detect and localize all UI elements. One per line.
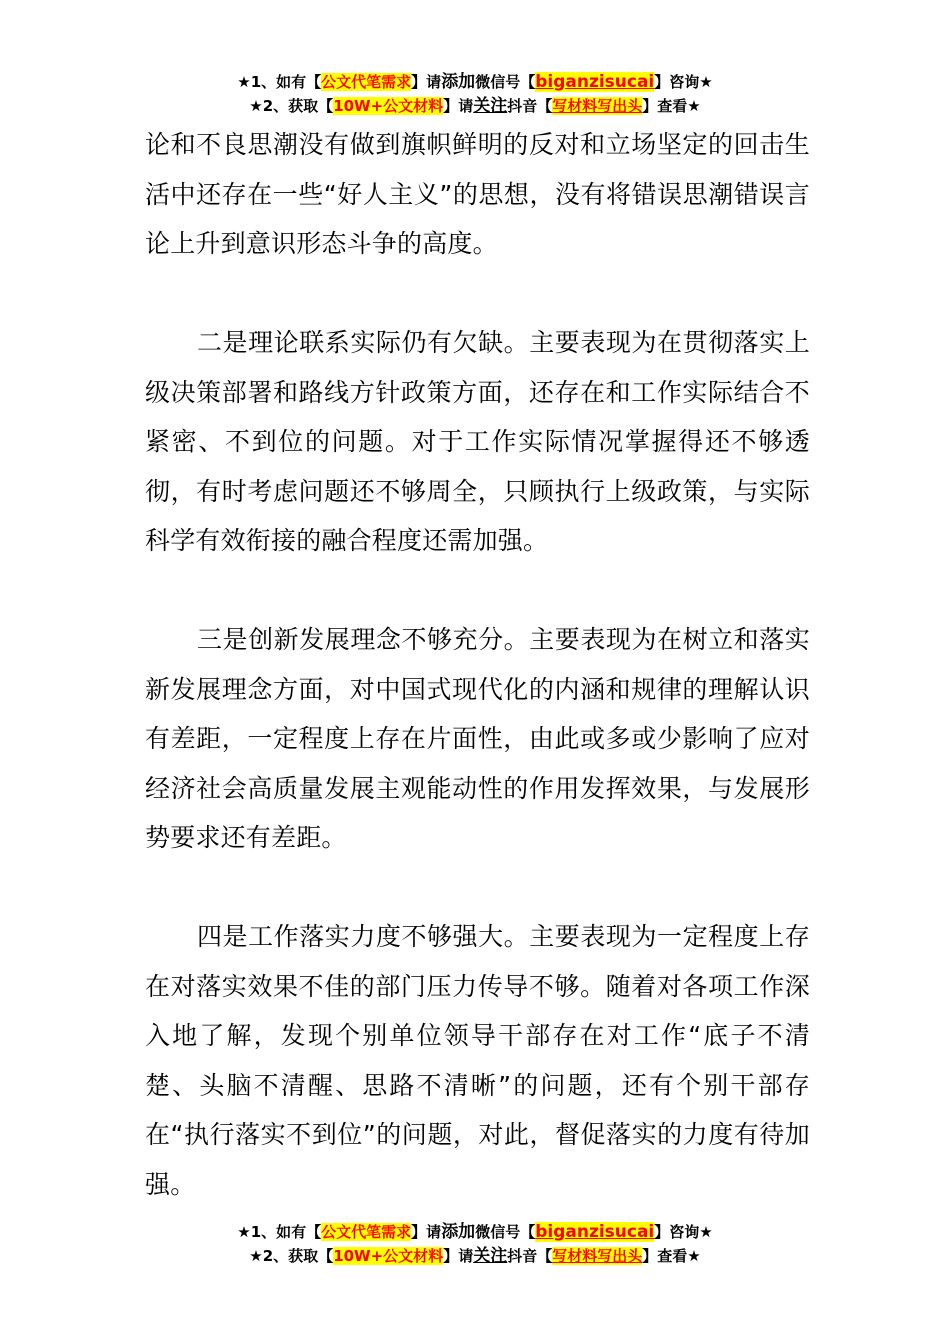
paragraph-gap: [145, 863, 810, 913]
banner-text: 】咨询: [654, 73, 700, 91]
highlight-douyin: 写材料写出头: [552, 1247, 643, 1265]
banner-text: 抖音【: [507, 1247, 553, 1265]
banner-emphasis: 关注: [473, 96, 508, 116]
banner-text: 1、如有【: [250, 73, 322, 91]
banner-text: 】请: [443, 1247, 474, 1265]
banner-text: 】请: [411, 73, 442, 91]
paragraph-theory-practice: 二是理论联系实际仍有欠缺。主要表现为在贯彻落实上级决策部署和路线方针政策方面，还存在和工作实际结合不紧密、不到位的问题。对于工作实际情况掌握得还不够透彻，有时考虑问题还不够周全，只顾执行上级政策，与实际科学有效衔接的融合程度还需加强。: [145, 328, 810, 555]
paragraph-gap: [145, 566, 810, 616]
banner-line-2: [0, 1244, 950, 1268]
star-icon: ★: [687, 1247, 701, 1265]
star-icon: ★: [249, 97, 263, 115]
banner-text: 】查看: [642, 97, 688, 115]
document-body: [145, 120, 810, 1209]
paragraph-continuation: 论和不良思潮没有做到旗帜鲜明的反对和立场坚定的回击生活中还存在一些“好人主义”的思想，没有将错误思潮错误言论上升到意识形态斗争的高度。: [145, 130, 810, 258]
banner-emphasis: 添加: [441, 1222, 476, 1242]
star-icon: ★: [237, 73, 251, 91]
paragraph-innovation: 三是创新发展理念不够充分。主要表现为在树立和落实新发展理念方面，对中国式现代化的内涵和规律的理解认识有差距，一定程度上存在片面性，由此或多或少影响了应对经济社会高质量发展主观能动性的作用发挥效果，与发展形势要求还有差距。: [145, 625, 810, 852]
star-icon: ★: [687, 97, 701, 115]
star-icon: ★: [249, 1247, 263, 1265]
banner-line-1: [0, 70, 950, 94]
banner-emphasis: 关注: [473, 1246, 508, 1266]
footer-banner: [0, 1220, 950, 1268]
banner-text: 2、获取【: [262, 1247, 334, 1265]
banner-text: 】请: [443, 97, 474, 115]
banner-text: 微信号【: [475, 1223, 536, 1241]
highlight-wechat-id: biganzisucai: [535, 1222, 655, 1242]
banner-text: 】请: [411, 1223, 442, 1241]
highlight-materials: 10W+公文材料: [333, 1247, 444, 1265]
star-icon: ★: [237, 1223, 251, 1241]
star-icon: ★: [699, 73, 713, 91]
paragraph-implementation: 四是工作落实力度不够强大。主要表现为一定程度上存在对落实效果不佳的部门压力传导不够。随着对各项工作深入地了解，发现个别单位领导干部存在对工作“底子不清楚、头脑不清醒、思路不清晰”的问题，还有个别干部存在“执行落实不到位”的问题，对此，督促落实的力度有待加强。: [145, 922, 810, 1199]
banner-emphasis: 添加: [441, 72, 476, 92]
highlight-service: 公文代笔需求: [321, 1223, 412, 1241]
highlight-douyin: 写材料写出头: [552, 97, 643, 115]
banner-text: 】咨询: [654, 1223, 700, 1241]
banner-text: 2、获取【: [262, 97, 334, 115]
header-banner: [0, 70, 950, 118]
banner-text: 微信号【: [475, 73, 536, 91]
paragraph-gap: [145, 269, 810, 319]
highlight-service: 公文代笔需求: [321, 73, 412, 91]
banner-text: 1、如有【: [250, 1223, 322, 1241]
highlight-materials: 10W+公文材料: [333, 97, 444, 115]
banner-line-2: [0, 94, 950, 118]
banner-text: 】查看: [642, 1247, 688, 1265]
banner-text: 抖音【: [507, 97, 553, 115]
star-icon: ★: [699, 1223, 713, 1241]
banner-line-1: [0, 1220, 950, 1244]
highlight-wechat-id: biganzisucai: [535, 72, 655, 92]
